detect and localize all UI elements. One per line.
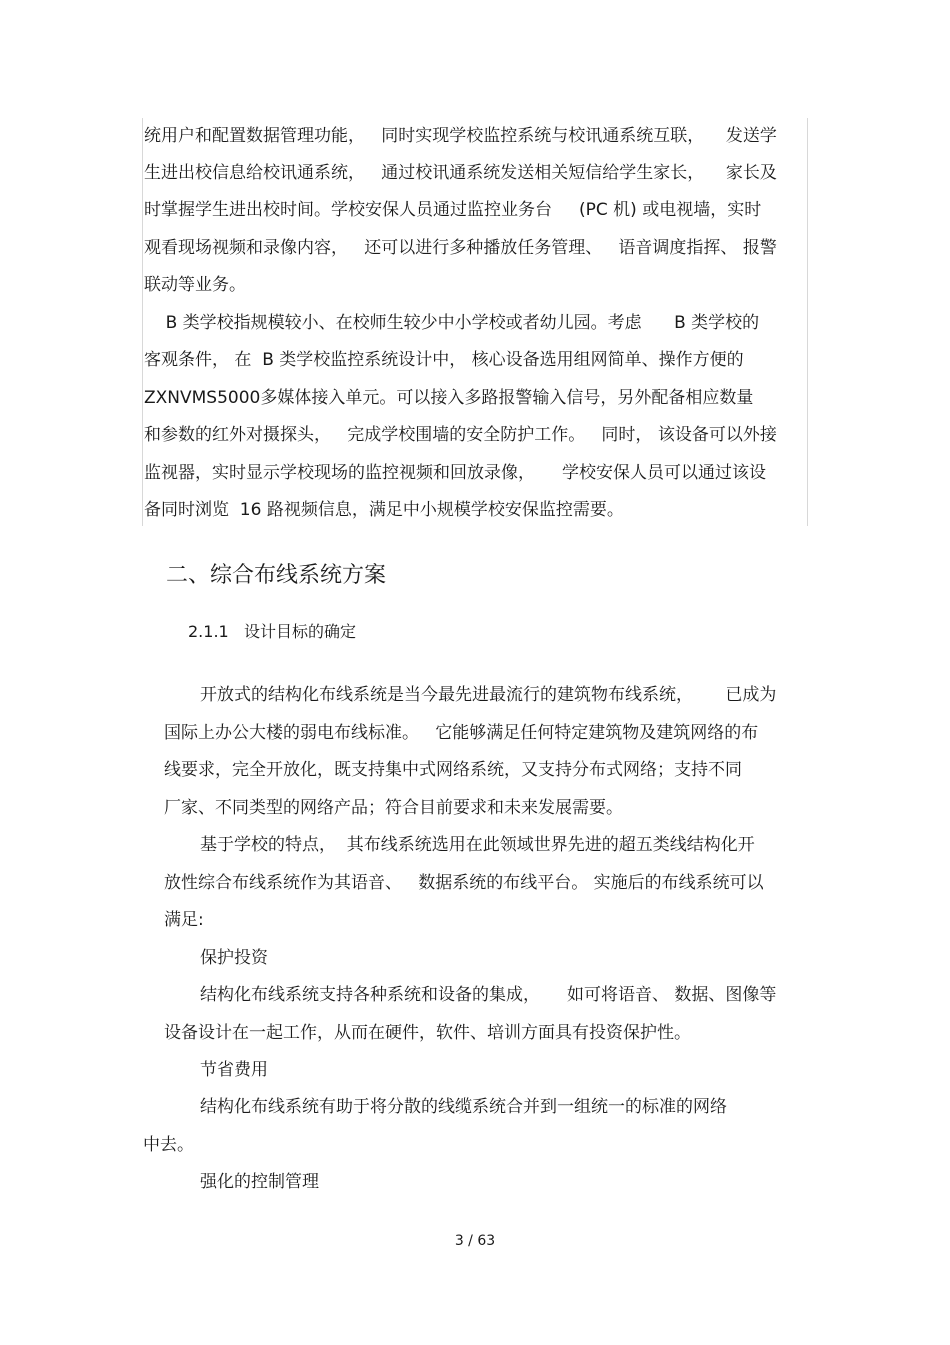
text-line: 生进出校信息给校讯通系统， 通过校讯通系统发送相关短信给学生家长， 家长及 <box>144 163 777 183</box>
text-line: 线要求，完全开放化，既支持集中式网络系统，又支持分布式网络；支持不同 <box>164 760 742 780</box>
section-title: 二、综合布线系统方案 <box>166 563 387 588</box>
text-line: 客观条件， 在 B 类学校监控系统设计中， 核心设备选用组网简单、操作方便的 <box>144 350 744 370</box>
text-line: 保护投资 <box>200 948 268 968</box>
text-line: 监视器，实时显示学校现场的监控视频和回放录像， 学校安保人员可以通过该设 <box>144 463 767 483</box>
text-line: 观看现场视频和录像内容， 还可以进行多种播放任务管理、 语音调度指挥、 报警 <box>144 238 777 258</box>
text-line: ZXNVMS5000多媒体接入单元。可以接入多路报警输入信号，另外配备相应数量 <box>144 388 754 408</box>
text-line: 国际上办公大楼的弱电布线标准。 它能够满足任何特定建筑物及建筑网络的布 <box>164 723 759 743</box>
text-line: 和参数的红外对摄探头， 完成学校围墙的安全防护工作。 同时， 该设备可以外接 <box>144 425 777 445</box>
text-line: 放性综合布线系统作为其语音、 数据系统的布线平台。 实施后的布线系统可以 <box>164 873 764 893</box>
text-line: 开放式的结构化布线系统是当今最先进最流行的建筑物布线系统， 已成为 <box>200 685 777 705</box>
text-line: 统用户和配置数据管理功能， 同时实现学校监控系统与校讯通系统互联， 发送学 <box>144 126 777 146</box>
text-line: 结构化布线系统支持各种系统和设备的集成， 如可将语音、 数据、图像等 <box>200 985 777 1005</box>
text-line: 设备设计在一起工作，从而在硬件，软件、培训方面具有投资保护性。 <box>164 1023 691 1043</box>
text-line: 联动等业务。 <box>144 275 246 295</box>
text-line: B 类学校指规模较小、在校师生较少中小学校或者幼儿园。考虑 B 类学校的 <box>144 313 760 333</box>
text-line: 结构化布线系统有助于将分散的线缆系统合并到一组统一的标准的网络 <box>200 1097 727 1117</box>
text-line: 时掌握学生进出校时间。学校安保人员通过监控业务台 (PC 机) 或电视墙，实时 <box>144 200 762 220</box>
text-line: 厂家、不同类型的网络产品；符合目前要求和未来发展需要。 <box>164 798 623 818</box>
text-line: 节省费用 <box>200 1060 268 1080</box>
subsection-title: 2.1.1 设计目标的确定 <box>188 622 356 641</box>
text-line: 满足: <box>164 910 204 930</box>
text-line: 基于学校的特点， 其布线系统选用在此领域世界先进的超五类线结构化开 <box>200 835 755 855</box>
text-line: 中去。 <box>143 1135 194 1155</box>
page-number: 3 / 63 <box>454 1233 496 1249</box>
text-line: 备同时浏览 16 路视频信息，满足中小规模学校安保监控需要。 <box>144 500 624 520</box>
text-line: 强化的控制管理 <box>200 1172 319 1192</box>
